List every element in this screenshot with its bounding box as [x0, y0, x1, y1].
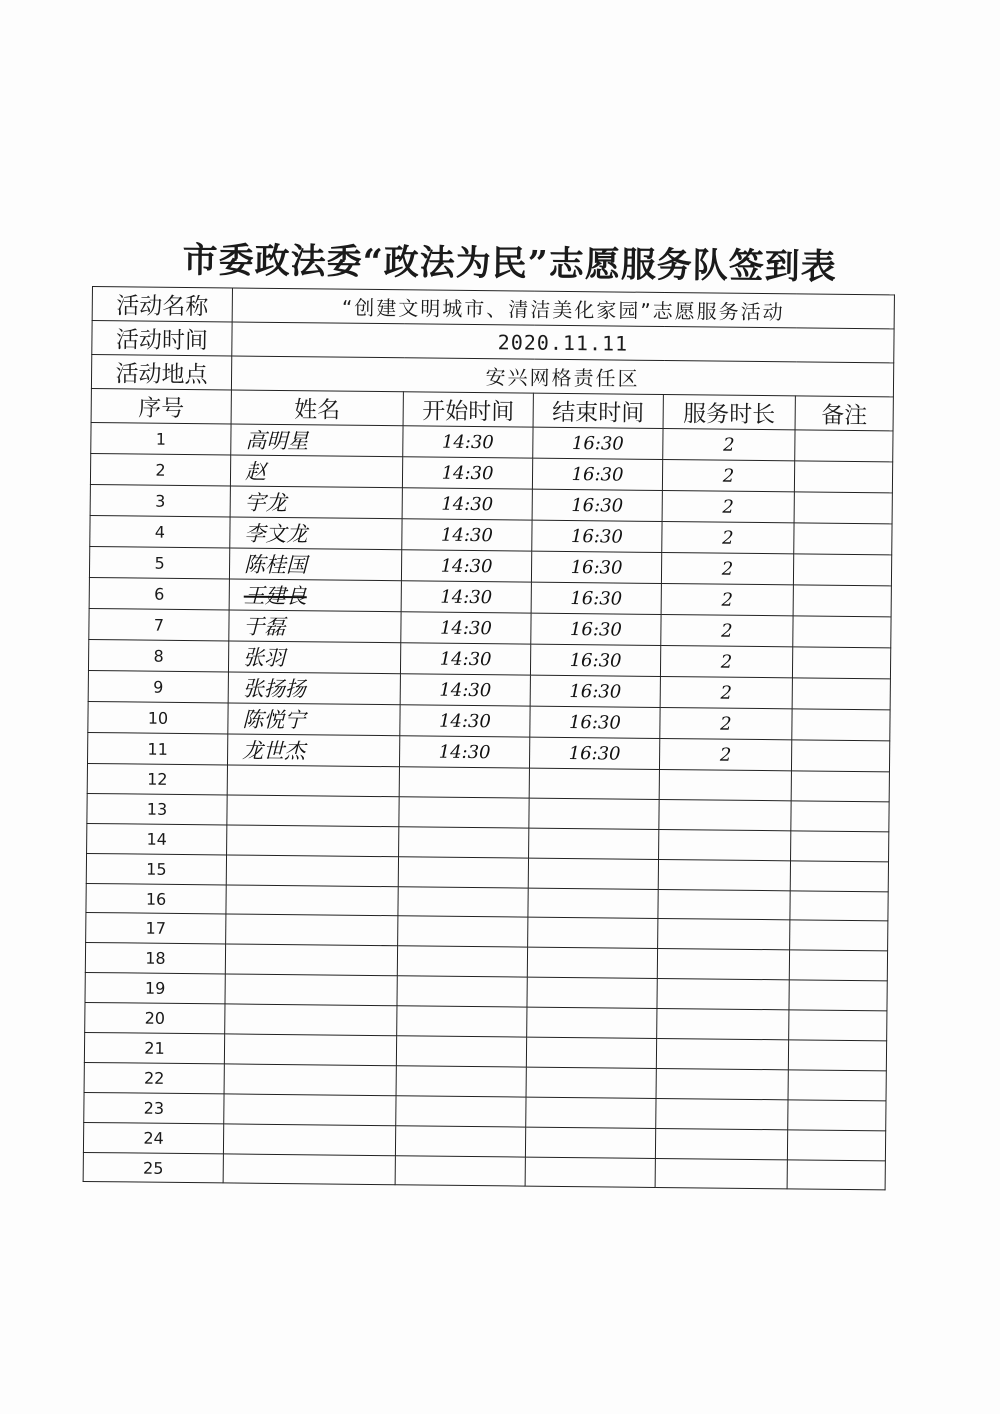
signature: 陈桂国 — [243, 552, 308, 578]
note-cell — [791, 771, 889, 802]
start-time: 14:30 — [439, 648, 492, 670]
note-cell — [791, 740, 889, 772]
row-number-cell — [87, 732, 227, 764]
end-time-cell — [532, 489, 662, 521]
service-hours: 2 — [721, 558, 734, 580]
signature: 李文龙 — [244, 521, 308, 547]
row-number: 13 — [146, 799, 168, 819]
end-time-cell — [531, 582, 661, 614]
row-number: 25 — [142, 1158, 164, 1178]
note-cell — [795, 430, 893, 462]
note-cell — [787, 1159, 885, 1190]
start-time: 14:30 — [441, 431, 494, 453]
service-hours-cell — [657, 1009, 789, 1040]
signature-cell — [223, 1124, 395, 1156]
sign-in-table — [83, 286, 895, 1191]
row-number-cell — [86, 883, 226, 914]
signature: 陈悦宁 — [242, 707, 306, 733]
service-hours-cell — [658, 889, 790, 920]
row-number-cell — [88, 670, 228, 702]
row-number: 10 — [147, 708, 169, 728]
note-cell — [788, 1040, 886, 1071]
end-time-cell — [533, 427, 663, 459]
signature-cell — [229, 610, 401, 643]
row-number: 8 — [153, 646, 164, 666]
end-time-cell — [527, 977, 657, 1008]
row-number-cell — [90, 515, 230, 547]
signature-cell — [227, 734, 399, 767]
row-number: 17 — [145, 918, 167, 939]
end-time-cell — [526, 1037, 656, 1068]
start-time-cell — [400, 674, 530, 706]
end-time-cell — [525, 1127, 655, 1158]
start-time-cell — [396, 1036, 526, 1067]
service-hours: 2 — [720, 651, 733, 673]
end-time: 16:30 — [569, 618, 622, 641]
service-hours-cell — [661, 614, 793, 646]
start-time: 14:30 — [440, 555, 493, 577]
note-cell — [790, 861, 888, 892]
activity-time-value: 2020.11.11 — [232, 322, 894, 363]
activity-name-label: 活动名称 — [92, 287, 232, 322]
service-hours: 2 — [721, 589, 734, 611]
end-time-cell — [526, 1067, 656, 1098]
end-time-cell — [530, 644, 660, 676]
signature-cell — [227, 795, 399, 827]
start-time: 14:30 — [441, 493, 494, 515]
activity-place-value: 安兴网格责任区 — [231, 356, 893, 397]
note-cell — [791, 801, 889, 832]
service-hours-cell — [660, 707, 792, 739]
service-hours-cell — [657, 949, 789, 980]
signature-cell — [230, 455, 402, 488]
page-title: 市委政法委“政法为民”志愿服务队签到表 — [182, 239, 838, 288]
end-time-cell — [532, 458, 662, 490]
end-time: 16:30 — [571, 463, 624, 486]
note-cell — [794, 523, 892, 555]
end-time-cell — [531, 613, 661, 645]
sign-in-table-body — [83, 287, 894, 1191]
note-cell — [792, 678, 890, 710]
end-time: 16:30 — [568, 711, 622, 734]
row-number: 6 — [154, 584, 165, 604]
note-cell — [794, 461, 892, 493]
row-number-cell — [84, 1092, 224, 1123]
start-time-cell — [403, 426, 533, 458]
signature-cell — [227, 825, 399, 857]
start-time-cell — [399, 767, 529, 798]
note-cell — [792, 709, 890, 741]
row-number-cell — [85, 973, 225, 1004]
end-time-cell — [529, 798, 659, 829]
end-time: 16:30 — [571, 494, 624, 517]
service-hours-cell — [655, 1158, 787, 1189]
signature: 张扬扬 — [242, 676, 306, 702]
end-time-cell — [529, 768, 659, 799]
service-hours-cell — [663, 428, 795, 460]
start-time-cell — [400, 643, 530, 675]
start-time-cell — [401, 581, 531, 613]
note-cell — [790, 920, 888, 951]
row-number: 11 — [147, 739, 168, 759]
start-time-cell — [395, 1155, 525, 1186]
service-hours-cell — [661, 583, 793, 615]
end-time-cell — [529, 828, 659, 859]
row-number-cell — [84, 1062, 224, 1093]
start-time: 14:30 — [438, 710, 492, 732]
signature: 龙世杰 — [242, 738, 306, 764]
start-time: 14:30 — [440, 524, 493, 546]
service-hours: 2 — [720, 713, 732, 735]
row-number-cell — [86, 913, 226, 944]
row-number: 18 — [145, 948, 166, 969]
service-hours-cell — [656, 1038, 788, 1069]
row-number-cell — [90, 484, 230, 516]
service-hours-cell — [656, 1098, 788, 1129]
service-hours: 2 — [722, 527, 734, 549]
note-cell — [789, 980, 887, 1011]
activity-time-label: 活动时间 — [92, 321, 232, 356]
row-number-cell — [88, 639, 228, 671]
service-hours: 2 — [723, 434, 735, 456]
service-hours-cell — [655, 1128, 787, 1159]
row-number: 15 — [146, 859, 167, 879]
service-hours-cell — [659, 799, 791, 830]
activity-place-label: 活动地点 — [91, 355, 231, 390]
signature-cell — [224, 1064, 396, 1096]
start-time-cell — [395, 1125, 525, 1156]
signature-cell — [226, 914, 398, 946]
service-hours: 2 — [719, 744, 732, 766]
row-number-cell — [87, 823, 227, 854]
signature: 于磊 — [243, 614, 286, 640]
signature-cell — [228, 703, 400, 736]
end-time-cell — [530, 675, 660, 707]
service-hours-cell — [660, 676, 792, 708]
sign-in-sheet — [83, 286, 910, 1191]
row-number-cell — [83, 1152, 223, 1183]
row-number: 4 — [154, 522, 166, 542]
signature-cell — [227, 765, 399, 797]
note-cell — [791, 831, 889, 862]
end-time-cell — [528, 918, 658, 949]
row-number-cell — [85, 943, 225, 974]
signature-cell — [225, 974, 397, 1006]
row-number-cell — [86, 853, 226, 884]
signature-cell — [225, 1004, 397, 1036]
start-time-cell — [400, 705, 530, 737]
service-hours-cell — [662, 490, 794, 522]
start-time: 14:30 — [439, 679, 492, 701]
row-number-cell — [89, 546, 229, 578]
signature-cell — [228, 672, 400, 705]
start-time: 14:30 — [441, 462, 494, 484]
start-time: 14:30 — [440, 586, 493, 608]
signature: 王建良 — [243, 583, 307, 609]
start-time-cell — [397, 976, 527, 1007]
signature-cell — [230, 517, 402, 550]
service-hours-cell — [657, 979, 789, 1010]
end-time: 16:30 — [571, 432, 624, 455]
row-number: 24 — [143, 1128, 164, 1148]
row-number: 20 — [144, 1008, 166, 1028]
service-hours-cell — [662, 521, 794, 553]
end-time: 16:30 — [568, 742, 621, 765]
service-hours-cell — [658, 859, 790, 890]
row-number-cell — [90, 453, 230, 485]
start-time-cell — [401, 612, 531, 644]
start-time-cell — [398, 886, 528, 917]
start-time-cell — [402, 519, 532, 551]
signature-cell — [226, 885, 398, 917]
row-number: 14 — [146, 829, 167, 849]
note-cell — [788, 1070, 886, 1101]
row-number-cell — [88, 701, 228, 733]
row-number: 1 — [155, 429, 167, 449]
row-number-cell — [89, 577, 229, 609]
signature-cell — [229, 548, 401, 581]
signature-cell — [231, 424, 403, 457]
row-number: 12 — [147, 769, 168, 789]
row-number-cell — [85, 1003, 225, 1034]
row-number-cell — [89, 608, 229, 640]
start-time: 14:30 — [439, 617, 492, 639]
end-time: 16:30 — [570, 556, 623, 579]
end-time: 16:30 — [569, 680, 622, 703]
start-time-cell — [398, 856, 528, 887]
note-cell — [792, 647, 890, 679]
signature-cell — [229, 579, 401, 612]
note-cell — [794, 492, 892, 524]
row-number: 9 — [153, 677, 164, 697]
signature: 高明星 — [245, 428, 309, 454]
service-hours: 2 — [720, 682, 733, 704]
service-hours: 2 — [722, 465, 735, 487]
note-cell — [790, 890, 888, 921]
end-time-cell — [532, 520, 662, 552]
end-time-cell — [527, 947, 657, 978]
note-cell — [793, 585, 891, 617]
end-time: 16:30 — [570, 525, 623, 548]
note-cell — [787, 1130, 885, 1161]
service-hours-cell — [661, 552, 793, 584]
signature: 张羽 — [242, 645, 286, 671]
end-time: 16:30 — [569, 649, 622, 672]
start-time-cell — [396, 1066, 526, 1097]
end-time-cell — [530, 706, 660, 738]
row-number: 19 — [144, 978, 166, 998]
note-cell — [789, 950, 887, 981]
column-header-note: 备注 — [795, 396, 893, 431]
signature: 宇龙 — [244, 490, 287, 516]
row-number: 22 — [143, 1068, 165, 1088]
start-time-cell — [399, 797, 529, 828]
note-cell — [793, 554, 891, 586]
signature-cell — [226, 855, 398, 887]
service-hours: 2 — [721, 620, 733, 642]
note-cell — [793, 616, 891, 648]
service-hours-cell — [658, 919, 790, 950]
row-number: 21 — [144, 1038, 165, 1058]
signature-cell — [225, 944, 397, 976]
row-number-cell — [91, 422, 231, 454]
column-header-name: 姓名 — [231, 390, 403, 426]
column-header-hours: 服务时长 — [663, 394, 795, 429]
signature-cell — [224, 1094, 396, 1126]
start-time-cell — [398, 916, 528, 947]
row-number: 7 — [153, 615, 165, 635]
start-time-cell — [397, 946, 527, 977]
column-header-no: 序号 — [91, 388, 231, 423]
row-number: 3 — [155, 491, 166, 511]
row-number-cell — [83, 1122, 223, 1153]
row-number: 2 — [155, 460, 166, 480]
row-number: 23 — [143, 1098, 165, 1118]
activity-name-value: “创建文明城市、清洁美化家园”志愿服务活动 — [232, 288, 894, 329]
end-time-cell — [528, 888, 658, 919]
start-time-cell — [399, 827, 529, 858]
note-cell — [789, 1010, 887, 1041]
end-time-cell — [525, 1157, 655, 1188]
start-time-cell — [396, 1096, 526, 1127]
column-header-end: 结束时间 — [533, 393, 663, 428]
end-time-cell — [529, 737, 659, 769]
service-hours-cell — [662, 459, 794, 491]
start-time-cell — [399, 736, 529, 768]
row-number-cell — [87, 793, 227, 824]
end-time-cell — [531, 551, 661, 583]
start-time-cell — [402, 457, 532, 489]
row-number-cell — [87, 763, 227, 794]
service-hours-cell — [660, 645, 792, 677]
end-time-cell — [527, 1007, 657, 1038]
signature-cell — [230, 486, 402, 519]
service-hours-cell — [659, 769, 791, 800]
signature: 赵 — [244, 459, 267, 484]
row-number-cell — [84, 1032, 224, 1063]
note-cell — [788, 1100, 886, 1131]
end-time-cell — [528, 858, 658, 889]
service-hours: 2 — [722, 496, 735, 518]
end-time: 16:30 — [570, 587, 623, 610]
service-hours-cell — [659, 738, 791, 770]
column-header-start: 开始时间 — [403, 392, 533, 427]
service-hours-cell — [659, 829, 791, 860]
start-time-cell — [397, 1006, 527, 1037]
end-time-cell — [526, 1097, 656, 1128]
start-time: 14:30 — [438, 741, 491, 763]
service-hours-cell — [656, 1068, 788, 1099]
row-number: 5 — [154, 553, 165, 573]
start-time-cell — [401, 550, 531, 582]
row-number: 16 — [145, 889, 167, 909]
start-time-cell — [402, 488, 532, 520]
signature-cell — [223, 1154, 395, 1186]
signature-cell — [228, 641, 400, 674]
signature-cell — [224, 1034, 396, 1066]
